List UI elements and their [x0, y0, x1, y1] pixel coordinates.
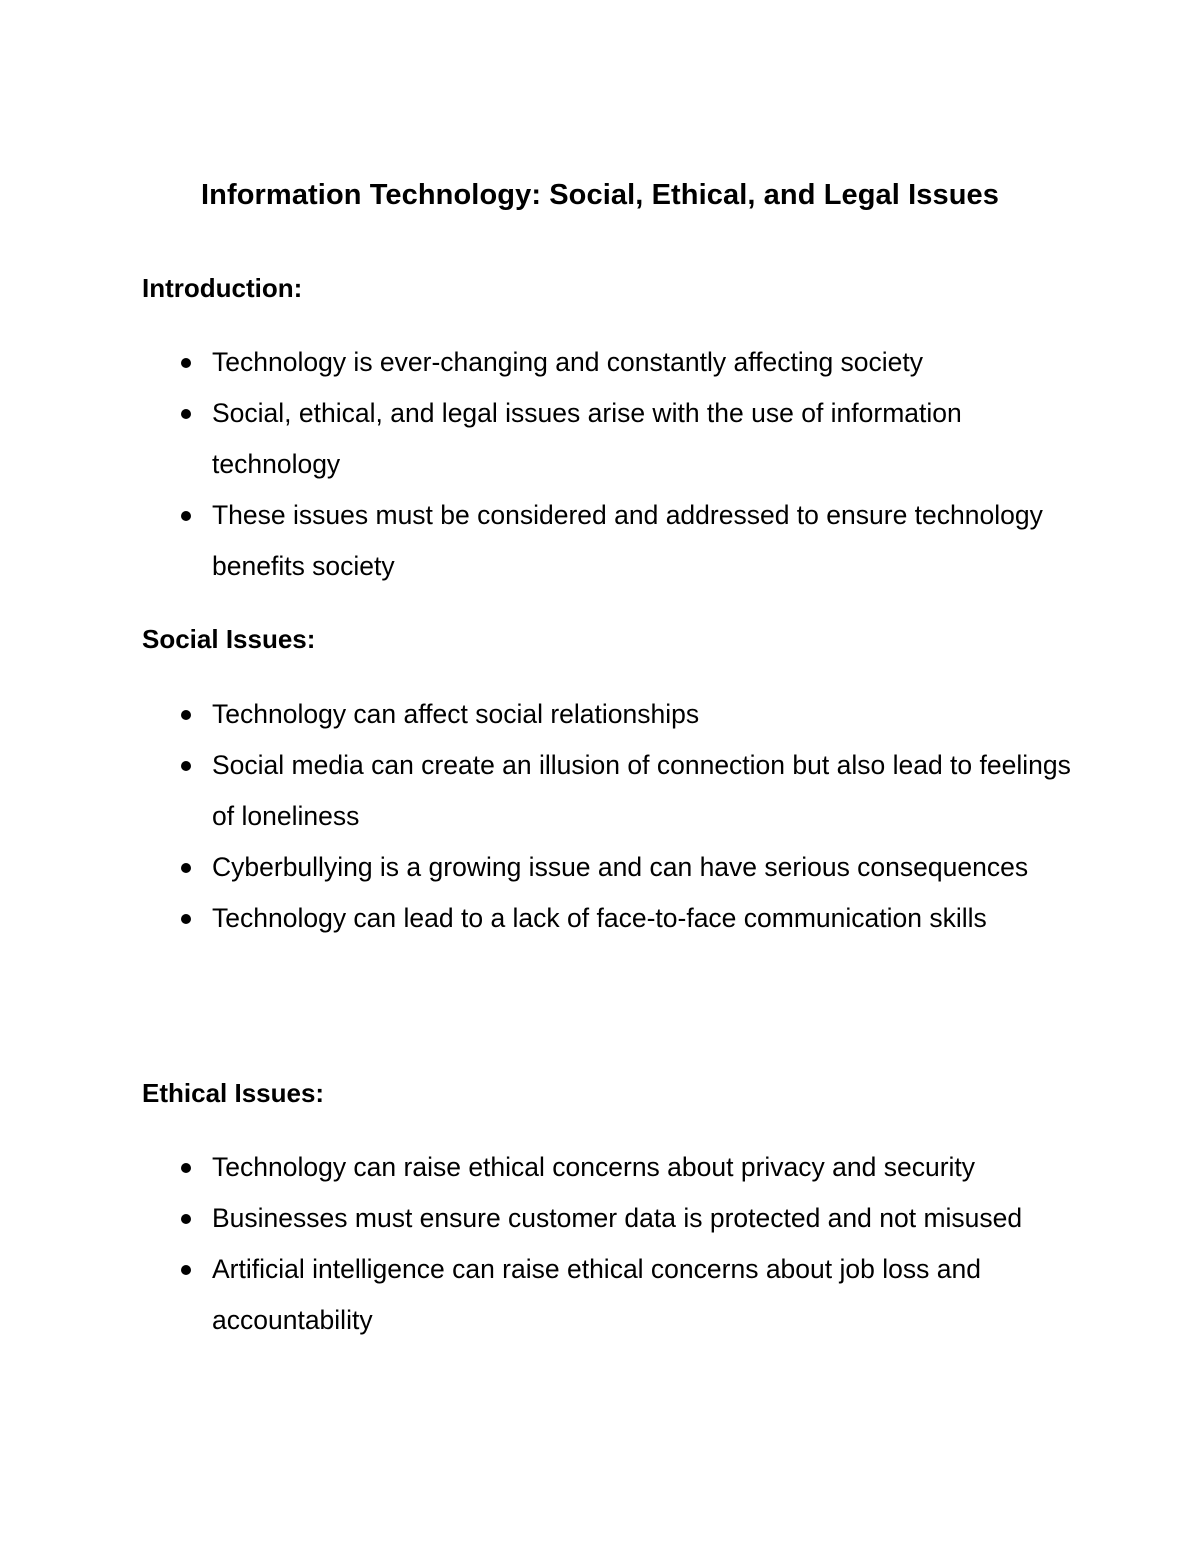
section-heading-social-issues: Social Issues: [142, 624, 316, 654]
list-item-text: Technology can raise ethical concerns about privacy and security [212, 1152, 976, 1182]
list-item-text: Technology is ever-changing and constantly affecting society [212, 347, 924, 377]
bullet-icon [181, 1163, 191, 1173]
list-item-text: Technology can affect social relationships [212, 699, 700, 729]
list-item-text: Businesses must ensure customer data is protected and not misused [212, 1203, 1023, 1233]
bullet-icon [181, 511, 191, 521]
list-item-text: Social media can create an illusion of connection but also lead to feelings of loneliness [212, 750, 1071, 831]
list-item-text: Technology can lead to a lack of face-to-face communication skills [212, 903, 987, 933]
bullet-icon [181, 1265, 191, 1275]
bullet-icon [181, 914, 191, 924]
list-item-text: Artificial intelligence can raise ethical concerns about job loss and accountability [212, 1254, 981, 1335]
bullet-icon [181, 358, 191, 368]
list-item [176, 1244, 1076, 1346]
bullet-icon [181, 863, 191, 873]
list-item [176, 893, 1076, 944]
list-item-text: Cyberbullying is a growing issue and can have serious consequences [212, 852, 1029, 882]
bullet-icon [181, 409, 191, 419]
section-heading-introduction: Introduction: [142, 273, 303, 303]
list-item [176, 1193, 1076, 1244]
list-item [176, 842, 1076, 893]
page-title: Information Technology: Social, Ethical, and Legal Issues [201, 179, 999, 211]
bullet-icon [181, 761, 191, 771]
list-item [176, 740, 1076, 842]
list-item [176, 337, 1076, 388]
list-item-text: These issues must be considered and addressed to ensure technology benefits society [212, 500, 1043, 581]
list-item [176, 1142, 1076, 1193]
list-item-text: Social, ethical, and legal issues arise with the use of information technology [212, 398, 962, 479]
social-issues-list [176, 689, 1076, 944]
ethical-issues-list [176, 1142, 1076, 1346]
introduction-list [176, 337, 1076, 592]
bullet-icon [181, 710, 191, 720]
list-item [176, 490, 1076, 592]
list-item [176, 388, 1076, 490]
section-heading-ethical-issues: Ethical Issues: [142, 1078, 325, 1108]
list-item [176, 689, 1076, 740]
bullet-icon [181, 1214, 191, 1224]
